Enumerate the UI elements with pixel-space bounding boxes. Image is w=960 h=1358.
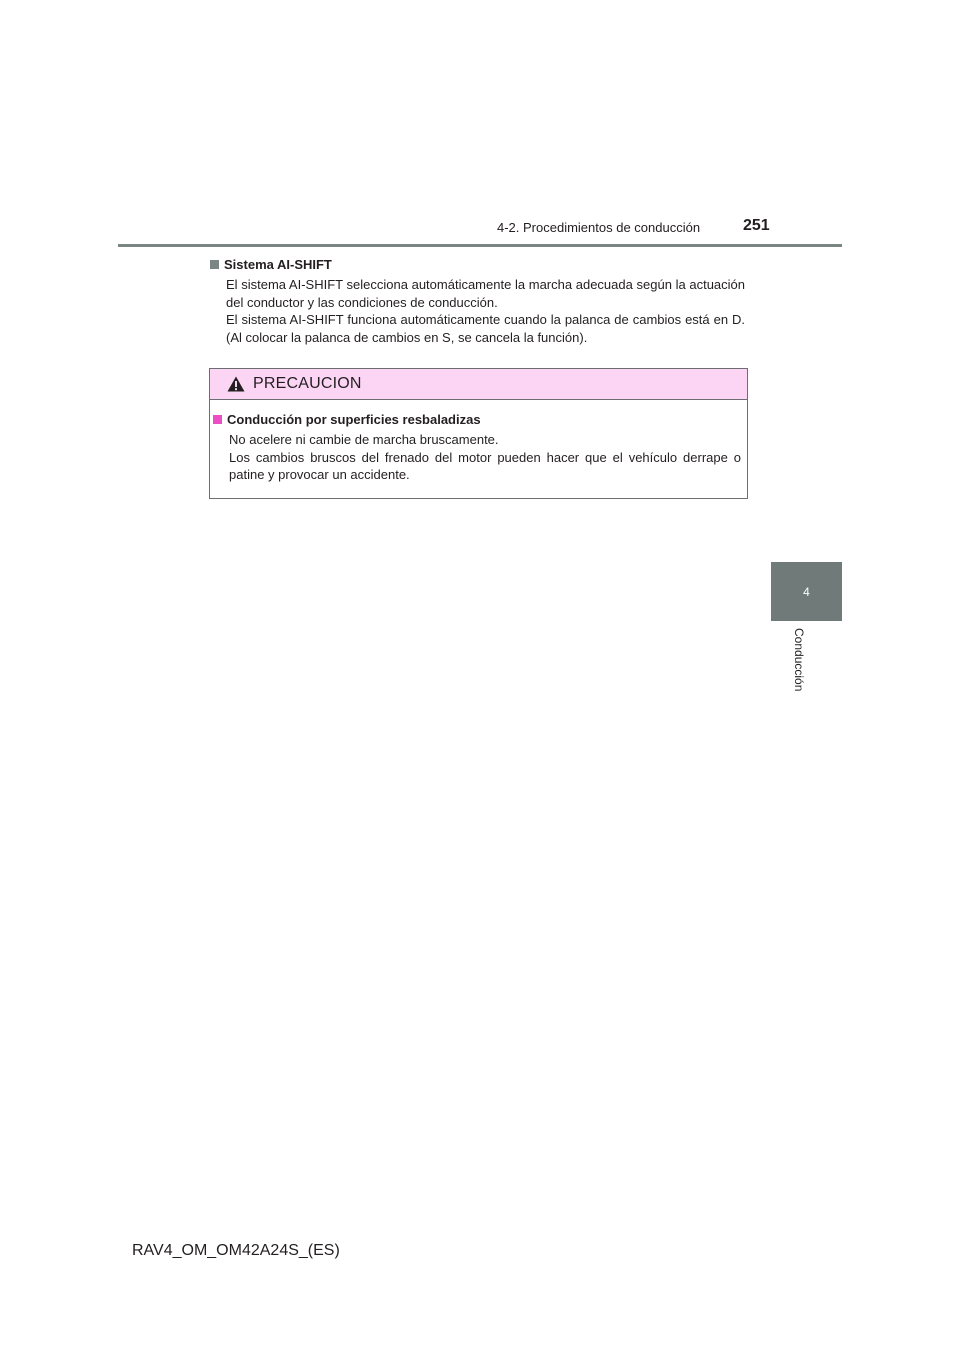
section-heading <box>210 256 332 274</box>
chapter-label: Conducción <box>792 628 806 692</box>
caution-heading-text: Conducción por superficies resbaladizas <box>227 412 481 427</box>
header-divider <box>118 244 842 247</box>
section-paragraph: El sistema AI-SHIFT selecciona automáticamente la marcha adecuada según la actuación del conductor y las condiciones de conducción. <box>226 277 745 310</box>
section-paragraph: El sistema AI-SHIFT funciona automáticamente cuando la palanca de cambios está en D. (Al colocar la palanca de cambios en S, se cancela la función). <box>226 312 745 345</box>
chapter-tab <box>771 562 842 621</box>
caution-paragraph: No acelere ni cambie de marcha bruscamente. <box>229 432 499 447</box>
caution-header <box>210 369 747 400</box>
square-bullet-icon <box>213 415 222 424</box>
caution-title: PRECAUCION <box>253 375 362 392</box>
square-bullet-icon <box>210 260 219 269</box>
header-section-title: 4-2. Procedimientos de conducción <box>497 220 701 235</box>
caution-body <box>229 431 741 484</box>
section-heading-text: Sistema AI-SHIFT <box>224 257 332 272</box>
page-number: 251 <box>743 217 770 234</box>
warning-triangle-icon <box>227 376 245 392</box>
caution-box <box>209 368 748 499</box>
chapter-number: 4 <box>803 584 810 599</box>
caution-heading <box>213 411 481 429</box>
document-code: RAV4_OM_OM42A24S_(ES) <box>132 1242 340 1259</box>
caution-paragraph: Los cambios bruscos del frenado del motor pueden hacer que el vehículo derrape o patine y provocar un accidente. <box>229 449 741 482</box>
section-body <box>226 276 745 346</box>
